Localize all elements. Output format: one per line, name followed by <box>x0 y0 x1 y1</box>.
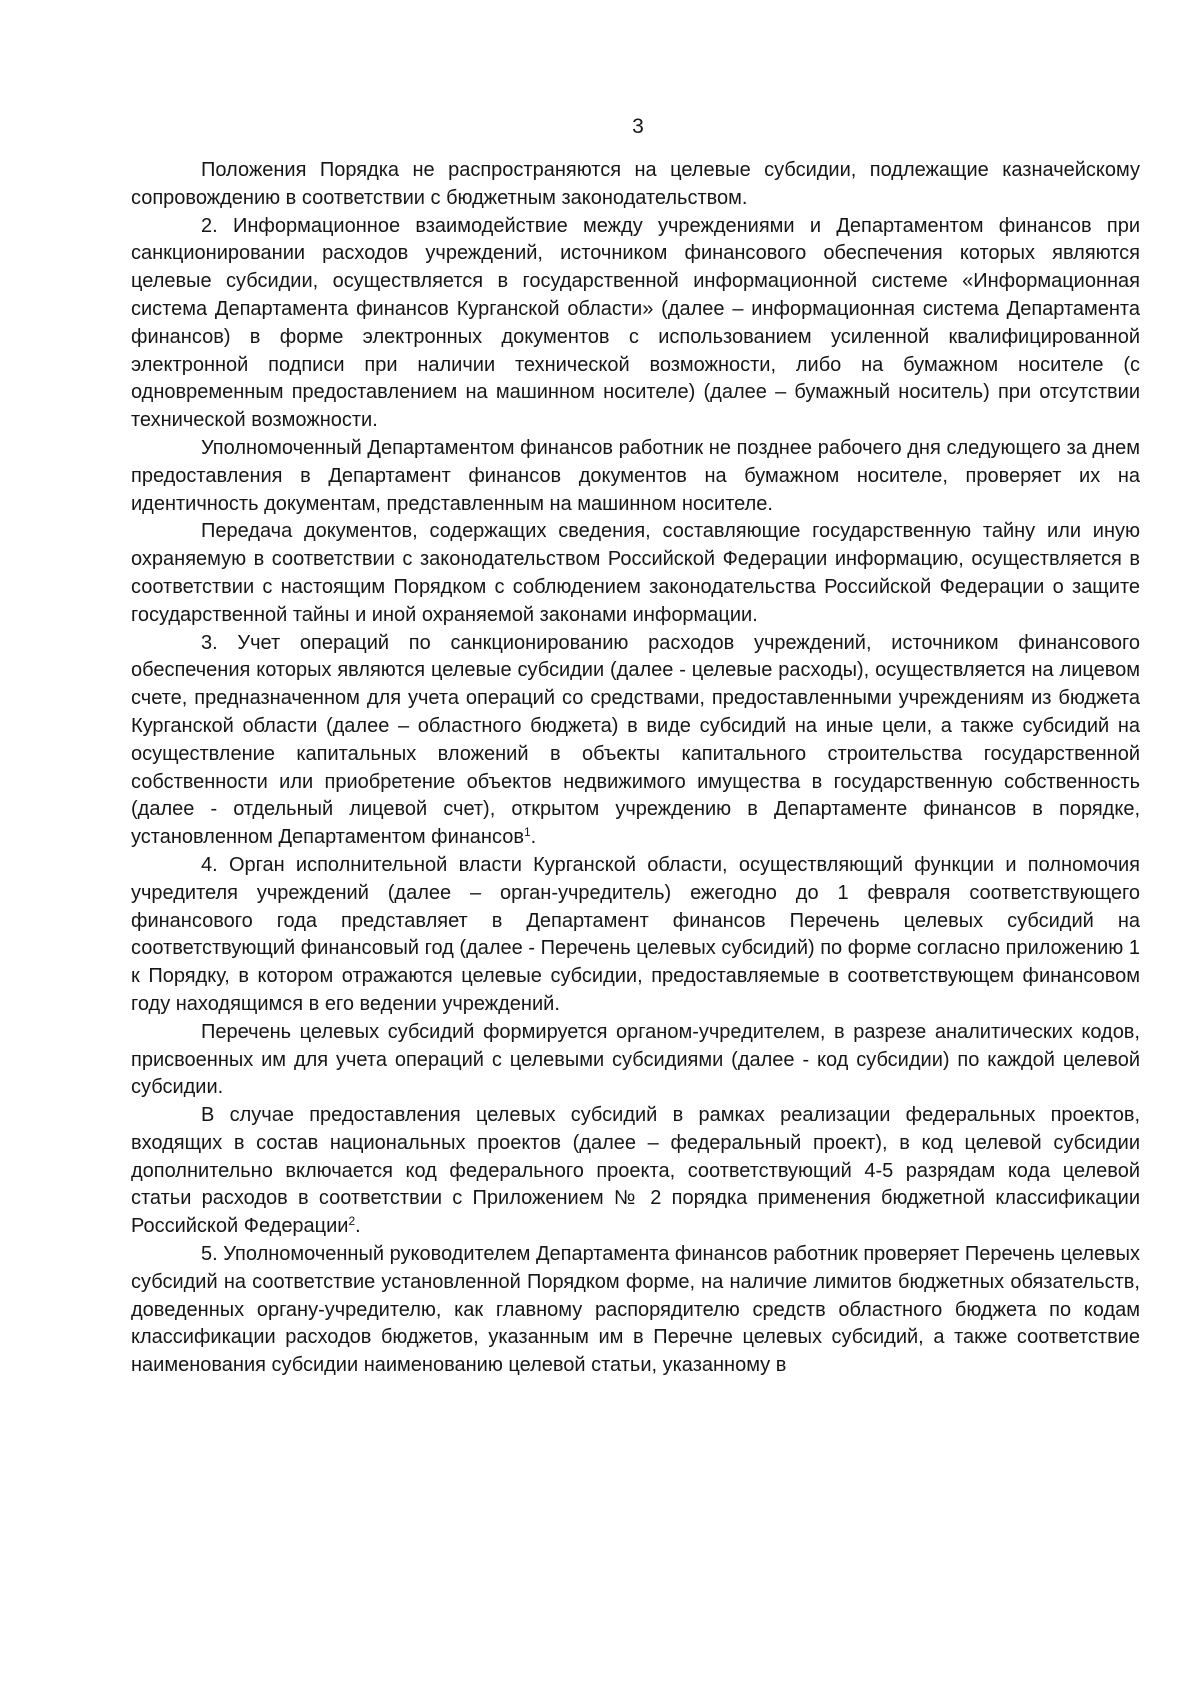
paragraph-text: 4. Орган исполнительной власти Курганской области, осуществляющий функции и полномочия учредителя учреждений (далее – орган-учредитель) ежегодно до 1 февраля соответствующего финансового года представляет в Департамент финансов Перечень целевых субсидий на соответствующий финансовый год (далее - Перечень целевых субсидий) по форме согласно приложению 1 к Порядку, в котором отражаются целевые субсидии, предоставляемые в соответствующем финансовом году находящимся в его ведении учреждений. <box>131 853 1140 1015</box>
paragraph-text: Передача документов, содержащих сведения, составляющие государственную тайну или иную охраняемую в соответствии с законодательством Российской Федерации информацию, осуществляется в соответствии с настоящим Порядком с соблюдением законодательства Российской Федерации о защите государственной тайны и иной охраняемой законами информации. <box>131 520 1140 626</box>
paragraph-state-secret <box>131 518 1140 629</box>
paragraph-text: 5. Уполномоченный руководителем Департамента финансов работник проверяет Перечень целевых субсидий на соответствие установленной Порядком форме, на наличие лимитов бюджетных обязательств, доведенных органу-учредителю, как главному распорядителю средств областного бюджета по кодам классификации расходов бюджетов, указанным им в Перечне целевых субсидий, а также соответствие наименования субсидии наименованию целевой статьи, указанному в <box>131 1243 1140 1377</box>
paragraph-information-exchange <box>131 213 1140 435</box>
footnote-marker: 2 <box>348 1214 356 1229</box>
paragraph-account-operations <box>131 630 1140 852</box>
page-number: 3 <box>632 115 644 138</box>
paragraph-subsidy-list <box>131 1019 1140 1102</box>
paragraph-text: Уполномоченный Департаментом финансов работник не позднее рабочего дня следующего за днем предоставления в Департамент финансов документов на бумажном носителе, проверяет их на идентичность документам, представленным на машинном носителе. <box>131 436 1140 515</box>
paragraph-text: 3. Учет операций по санкционированию расходов учреждений, источником финансового обеспечения которых являются целевые субсидии (далее - целевые расходы), осуществляется на лицевом счете, предназначенном для учета операций со средствами, предоставленными учреждениям из бюджета Курганской области (далее – областного бюджета) в виде субсидий на иные цели, а также субсидий на осуществление капитальных вложений в объекты капитального строительства государственной собственности или приобретение объектов недвижимого имущества в государственную собственность (далее - отдельный лицевой счет), открытом учреждению в Департаменте финансов в порядке, установленном Департаментом финансов <box>131 631 1140 849</box>
paragraph-text: 2. Информационное взаимодействие между учреждениями и Департаментом финансов при санкционировании расходов учреждений, источником финансового обеспечения которых являются целевые субсидии, осуществляется в государственной информационной системе «Информационная система Департамента финансов Курганской области» (далее – информационная система Департамента финансов) в форме электронных документов с использованием усиленной квалифицированной электронной подписи при наличии технической возможности, либо на бумажном носителе (с одновременным предоставлением на машинном носителе) (далее – бумажный носитель) при отсутствии технической возможности. <box>131 214 1140 432</box>
paragraph-federal-projects <box>131 1102 1140 1241</box>
document-body <box>131 157 1140 1380</box>
paragraph-list-check <box>131 1241 1140 1380</box>
paragraph-text: Положения Порядка не распространяются на целевые субсидии, подлежащие казначейскому сопровождению в соответствии с бюджетным законодательством. <box>131 159 1140 209</box>
footnote-marker: 1 <box>523 825 531 840</box>
paragraph-founder-body <box>131 852 1140 1019</box>
paragraph-tail: . <box>530 826 537 849</box>
paragraph-paper-verification <box>131 435 1140 518</box>
paragraph-text: В случае предоставления целевых субсидий в рамках реализации федеральных проектов, входящих в состав национальных проектов (далее – федеральный проект), в код целевой субсидии дополнительно включается код федерального проекта, соответствующий 4-5 разрядам кода целевой статьи расходов в соответствии с Приложением № 2 порядка применения бюджетной классификации Российской Федерации <box>131 1104 1140 1238</box>
paragraph-tail: . <box>355 1215 361 1238</box>
paragraph-scope-exclusion <box>131 157 1140 213</box>
paragraph-text: Перечень целевых субсидий формируется органом-учредителем, в разрезе аналитических кодов, присвоенных им для учета операций с целевыми субсидиями (далее - код субсидии) по каждой целевой субсидии. <box>131 1020 1140 1099</box>
